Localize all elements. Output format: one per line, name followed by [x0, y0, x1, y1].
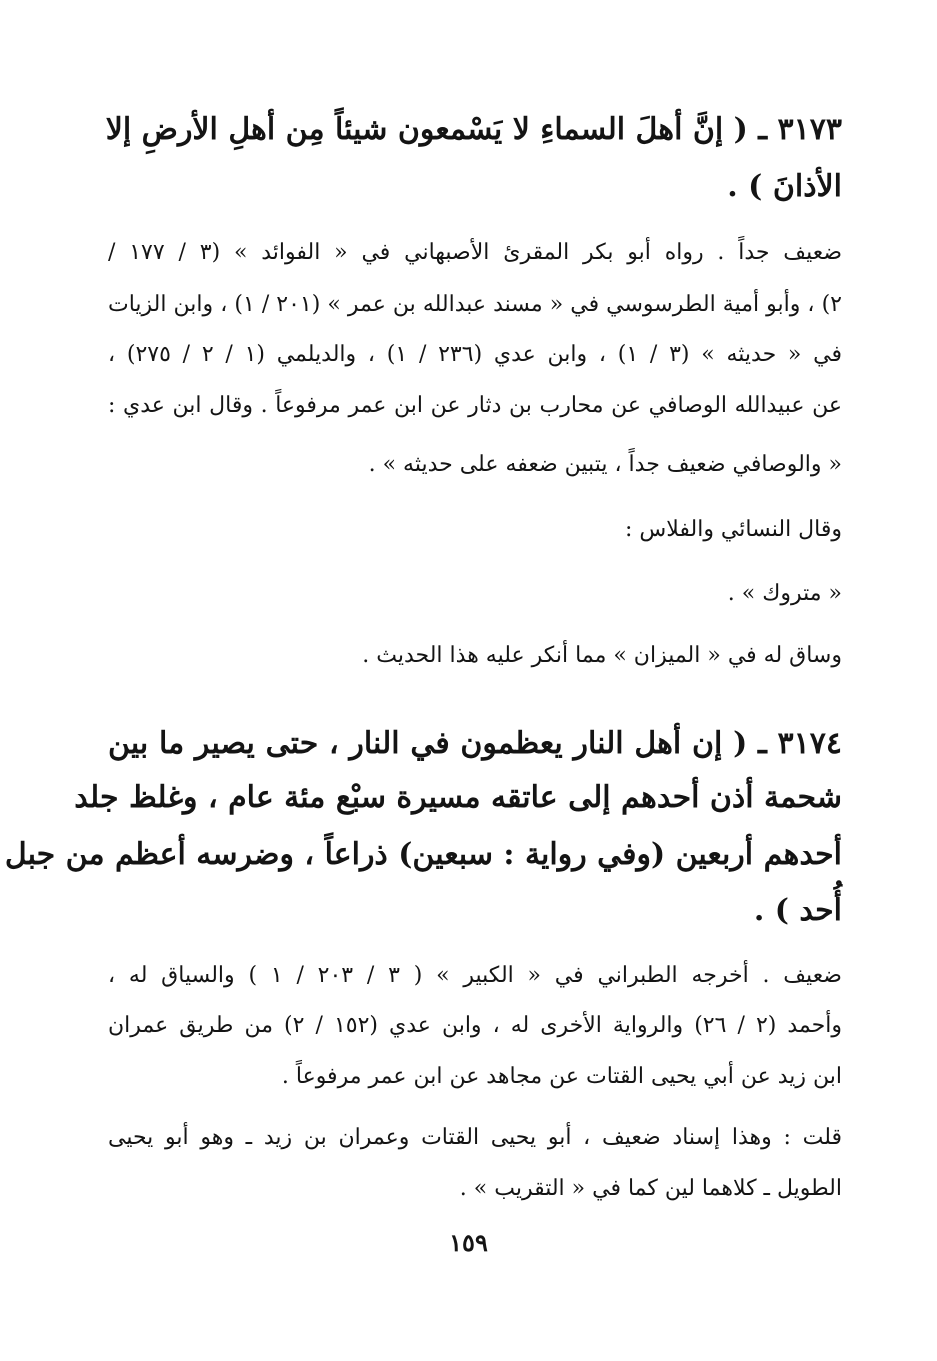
commentary-3174-line-2: وأحمد (٢ / ٢٦) والرواية الأخرى له ، وابن عدي (١٥٢ / ٢) من طريق عمران — [108, 1013, 842, 1038]
commentary-3174-line-1: ضعيف . أخرجه الطبراني في « الكبير » ( ٣ / ٢٠٣ / ١ ) والسياق له ، — [108, 963, 842, 988]
commentary-nasai: وقال النسائي والفلاس : — [624, 517, 842, 542]
hadith-3174-line-4: أُحد ) . — [753, 893, 842, 928]
commentary-3174-line-4: قلت : وهذا إسناد ضعيف ، أبو يحيى القتات وعمران بن زيد ـ وهو أبو يحيى — [108, 1125, 842, 1150]
hadith-3174-line-2: شحمة أذن أحدهم إلى عاتقه مسيرة سبْع مئة عام ، وغلظ جلد — [74, 780, 842, 815]
hadith-3173-line-2: الأذانَ ) . — [727, 169, 842, 204]
commentary-mizan: وساق له في « الميزان » مما أنكر عليه هذا الحديث . — [362, 643, 842, 668]
quote-matruk: « متروك » . — [727, 581, 842, 606]
commentary-3174-line-3: ابن زيد عن أبي يحيى القتات عن مجاهد عن ابن عمر مرفوعاً . — [281, 1064, 842, 1089]
hadith-3174-line-3: أحدهم أربعين (وفي رواية : سبعين) ذراعاً ، وضرسه أعظم من جبل — [4, 837, 842, 872]
commentary-3173-line-1: ضعيف جداً . رواه أبو بكر المقرئ الأصبهاني في « الفوائد » (٣ / ١٧٧ / — [108, 240, 843, 265]
hadith-3173-line-1: ٣١٧٣ ـ ( إنَّ أهلَ السماءِ لا يَسْمعون شيئاً مِن أهلِ الأرضِ إلا — [105, 112, 842, 147]
page-number: ١٥٩ — [449, 1228, 488, 1257]
commentary-3173-line-3: في « حديثه » (٣ / ١) ، وابن عدي (٢٣٦ / ١) ، والديلمي (١ / ٢ / ٢٧٥) ، — [108, 342, 842, 367]
hadith-3174-line-1: ٣١٧٤ ـ ( إن أهل النار يعظمون في النار ، حتى يصير ما بين — [108, 726, 842, 761]
commentary-3173-line-4: عن عبيدالله الوصافي عن محارب بن دثار عن ابن عمر مرفوعاً . وقال ابن عدي : — [108, 393, 842, 418]
commentary-3174-line-5: الطويل ـ كلاهما لين كما في « التقريب » . — [459, 1176, 842, 1201]
commentary-3173-line-2: ٢) ، وأبو أمية الطرسوسي في « مسند عبدالله بن عمر » (٢٠١ / ١) ، وابن الزيات — [108, 292, 842, 317]
quote-ibn-adi: « والوصافي ضعيف جداً ، يتبين ضعفه على حديثه » . — [368, 452, 842, 477]
